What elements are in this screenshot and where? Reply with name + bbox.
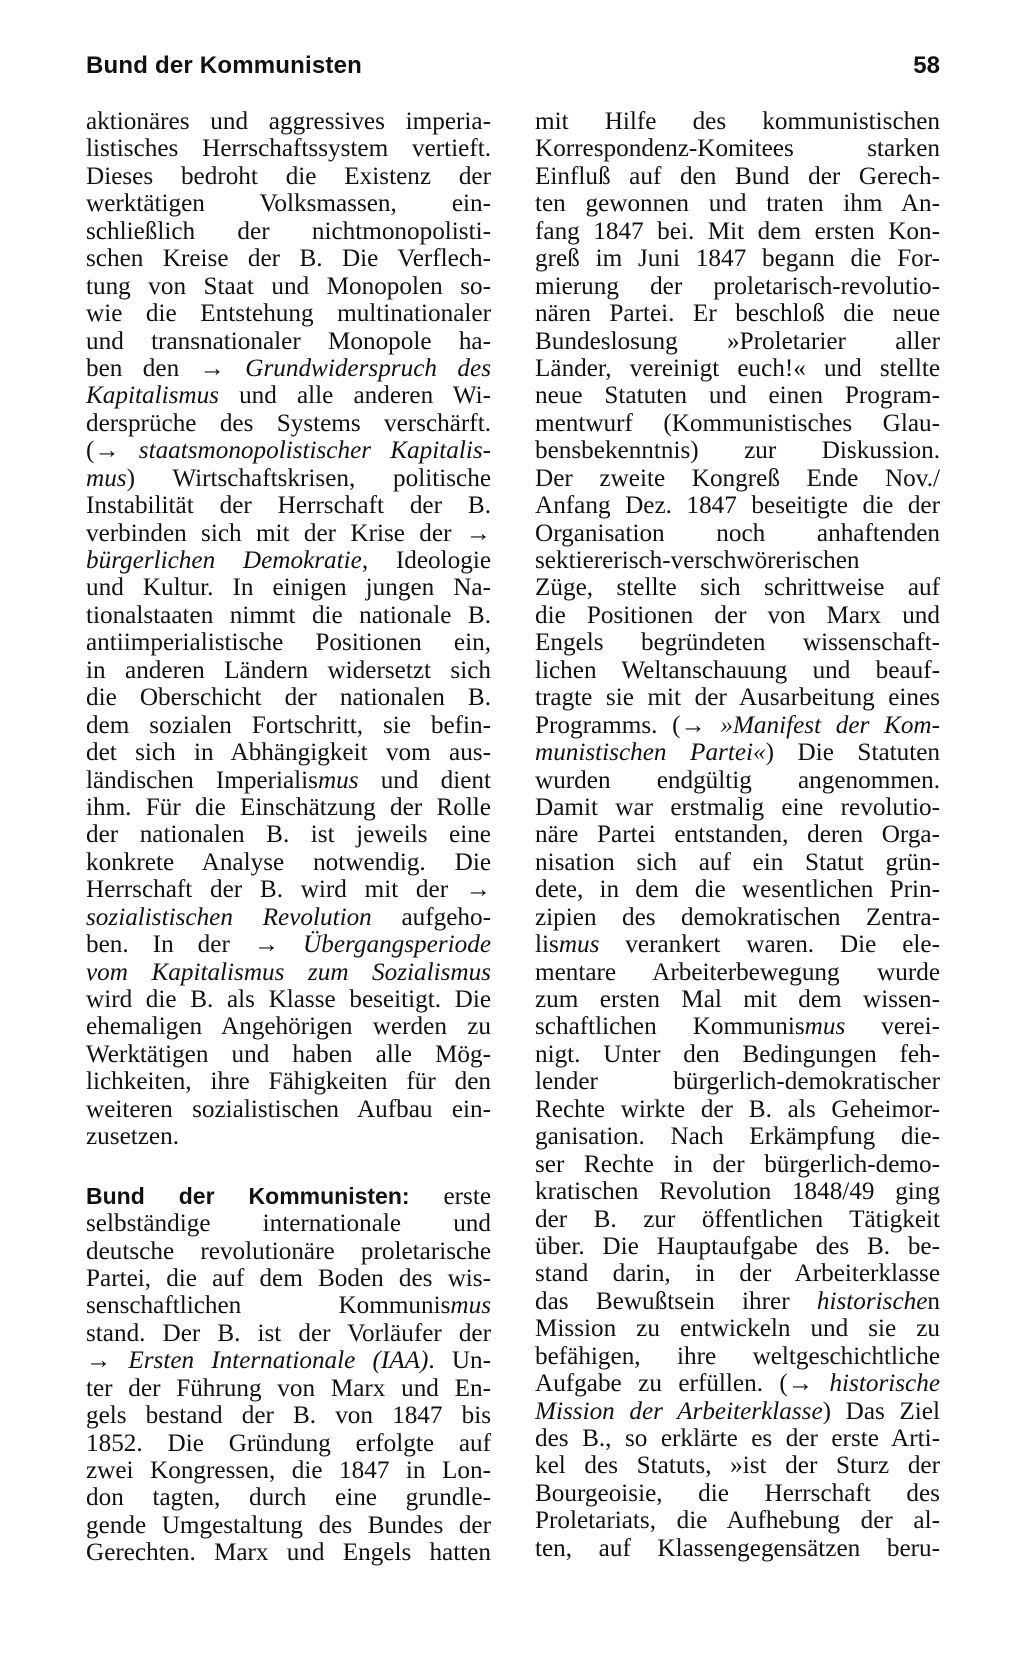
cross-reference: mus — [317, 766, 359, 794]
text-line: ten, auf Klassengegensätzen beru- — [535, 1534, 940, 1562]
cross-reference: mus — [804, 1013, 846, 1041]
cross-reference: historische — [816, 1287, 928, 1315]
text-line: fang 1847 bei. Mit dem ersten Kon- — [535, 217, 940, 245]
text-line: Mission zu entwickeln und sie zu — [535, 1315, 940, 1343]
text-line: Dieses bedroht die Existenz der — [86, 162, 491, 190]
text-line: wird die B. als Klasse beseitigt. Die — [86, 986, 491, 1013]
text-line: schließlich der nichtmonopolisti- — [86, 217, 491, 245]
text-line: tung von Staat und Monopolen so- — [86, 272, 491, 300]
right-column — [535, 108, 940, 1562]
text-line: kratischen Revolution 1848/49 ging — [535, 1178, 940, 1206]
text-line: und Kultur. In einigen jungen Na- — [86, 574, 491, 602]
cross-reference: »Manifest der Kom- — [720, 711, 940, 739]
text-line: Organisation noch anhaftenden — [535, 519, 940, 547]
text-line: dersprüche des Systems verschärft. — [86, 409, 491, 437]
text-line: Bourgeoisie, die Herrschaft des — [535, 1479, 940, 1507]
text-line: Züge, stellte sich schrittweise auf — [535, 574, 940, 602]
entry-text — [86, 1210, 491, 1567]
text-line: sektiererisch-verschwörerischen — [535, 547, 860, 574]
text-line: ihm. Für die Einschätzung der Rolle — [86, 793, 491, 821]
text-line: und transnationaler Monopole ha- — [86, 327, 491, 355]
text-line: wurden endgültig angenommen. — [535, 766, 940, 794]
text-line: senschaftlichen Kommunismus — [86, 1292, 491, 1320]
text-line: ser Rechte in der bürgerlich-demo- — [535, 1150, 940, 1178]
cross-reference: sozialistischen Revolution — [86, 903, 372, 931]
text-line: don tagten, durch eine grundle- — [86, 1484, 491, 1512]
text-line: gende Umgestaltung des Bundes der — [86, 1511, 491, 1539]
text-line: ten gewonnen und traten ihm An- — [535, 190, 940, 218]
text-line: det sich in Abhängigkeit vom aus- — [86, 739, 491, 767]
text-line: tionalstaaten nimmt die nationale B. — [86, 601, 491, 629]
cross-reference: mus — [86, 464, 127, 492]
text-line: Herrschaft der B. wird mit der → — [86, 876, 491, 904]
text-line: listisches Herrschaftssystem vertieft. — [86, 135, 491, 163]
cross-reference: Mission der Arbeiterklasse — [535, 1397, 823, 1425]
text-line: zipien des demokratischen Zentra- — [535, 903, 940, 931]
text-line: zum ersten Mal mit dem wissen- — [535, 986, 940, 1013]
text-line: weiteren sozialistischen Aufbau ein- — [86, 1095, 491, 1123]
text-line: stand darin, in der Arbeiterklasse — [535, 1260, 940, 1288]
text-line: Engels begründeten wissenschaft- — [535, 629, 940, 657]
cross-reference: Grundwiderspruch des — [245, 354, 491, 382]
text-line: Aufgabe zu erfüllen. (→ historische — [535, 1370, 940, 1398]
text-line: lender bürgerlich-demokratischer — [535, 1068, 940, 1096]
text-line: nisation sich auf ein Statut grün- — [535, 848, 940, 876]
text-line: Korrespondenz-Komitees starken — [535, 135, 940, 163]
cross-reference: Kapitalismus — [86, 382, 219, 410]
text-line: bensbekenntnis) zur Diskussion. — [535, 437, 940, 465]
text-line: schaftlichen Kommunismus verei- — [535, 1013, 940, 1041]
text-line: lichkeiten, ihre Fähigkeiten für den — [86, 1068, 491, 1096]
text-line: näre Partei entstanden, deren Orga- — [535, 821, 940, 849]
text-line: ehemaligen Angehörigen werden zu — [86, 1013, 491, 1041]
text-line: mus) Wirtschaftskrisen, politische — [86, 464, 491, 492]
text-line: der B. zur öffentlichen Tätigkeit — [535, 1205, 940, 1233]
text-line: die Oberschicht der nationalen B. — [86, 684, 491, 712]
text-line: aktionäres und aggressives imperia- — [86, 108, 491, 135]
text-line: bürgerlichen Demokratie, Ideologie — [86, 547, 491, 574]
text-line: Kapitalismus und alle anderen Wi- — [86, 382, 491, 410]
text-line: Bundeslosung »Proletarier aller — [535, 327, 940, 355]
text-line: ganisation. Nach Erkämpfung die- — [535, 1123, 940, 1151]
cross-reference: mus — [450, 1292, 491, 1320]
text-line: Mission der Arbeiterklasse) Das Ziel — [535, 1397, 940, 1425]
text-line: ben. In der → Übergangsperiode — [86, 931, 491, 959]
text-line: Einfluß auf den Bund der Gerech- — [535, 162, 940, 190]
text-line: Damit war erstmalig eine revolutio- — [535, 793, 940, 821]
cross-reference: Übergangsperiode — [303, 931, 491, 959]
text-line: werktätigen Volksmassen, ein- — [86, 190, 491, 218]
text-line: des B., so erklärte es der erste Arti- — [535, 1425, 940, 1452]
text-line: mierung der proletarisch-revolutio- — [535, 272, 940, 300]
text-line: ter der Führung von Marx und En- — [86, 1374, 491, 1402]
left-column — [86, 108, 491, 1567]
text-line: über. Die Hauptaufgabe des B. be- — [535, 1232, 940, 1260]
text-line: mentare Arbeiterbewegung wurde — [535, 958, 940, 986]
text-line: (→ staatsmonopolistischer Kapitalis- — [86, 437, 492, 465]
text-line: dem sozialen Fortschritt, sie befin- — [86, 711, 491, 739]
text-line — [86, 959, 491, 986]
text-line: verbinden sich mit der Krise der → — [86, 519, 491, 547]
page-number: 58 — [913, 52, 940, 79]
right-column-text — [535, 108, 940, 1562]
text-line: → Ersten Internationale (IAA). Un- — [86, 1347, 492, 1375]
text-line: Instabilität der Herrschaft der B. — [86, 492, 491, 520]
cross-reference: historische — [829, 1370, 940, 1398]
text-line: nigt. Unter den Bedingungen feh- — [535, 1040, 940, 1068]
cross-reference: mus — [558, 931, 600, 959]
text-line: konkrete Analyse notwendig. Die — [86, 848, 491, 876]
cross-reference: vom Kapitalismus zum Sozialismus — [86, 958, 491, 986]
text-line: antiimperialistische Positionen ein, — [86, 629, 491, 657]
text-line: Länder, vereinigt euch!« und stellte — [535, 354, 940, 382]
text-line: lichen Weltanschauung und beauf- — [535, 656, 940, 684]
text-line: Programms. (→ »Manifest der Kom- — [535, 711, 940, 739]
left-column-text — [86, 108, 491, 1151]
entry-first-line-rest: erste — [443, 1182, 491, 1210]
text-line: befähigen, ihre weltgeschichtliche — [535, 1342, 940, 1370]
text-line: munistischen Partei«) Die Statuten — [535, 739, 940, 767]
text-line: deutsche revolutionäre proletarische — [86, 1237, 491, 1265]
text-line: ländischen Imperialismus und dient — [86, 766, 491, 794]
running-head: Bund der Kommunisten — [86, 52, 363, 79]
text-line: ben den → Grundwiderspruch des — [86, 354, 491, 382]
text-line: wie die Entstehung multinationaler — [86, 300, 491, 328]
text-line: Werktätigen und haben alle Mög- — [86, 1040, 491, 1068]
text-line: zwei Kongressen, die 1847 in Lon- — [86, 1457, 491, 1484]
text-line: in anderen Ländern widersetzt sich — [86, 656, 491, 684]
text-line: Gerechten. Marx und Engels hatten — [86, 1539, 491, 1567]
text-line: mit Hilfe des kommunistischen — [535, 108, 940, 135]
text-line: selbständige internationale und — [86, 1210, 491, 1238]
text-line: der nationalen B. ist jeweils eine — [86, 821, 491, 849]
text-line: sozialistischen Revolution aufgeho- — [86, 903, 491, 931]
text-line: Anfang Dez. 1847 beseitigte die der — [535, 492, 940, 520]
text-line: Rechte wirkte der B. als Geheimor- — [535, 1095, 940, 1123]
cross-reference: staatsmonopolistischer Kapitalis- — [138, 437, 492, 465]
cross-reference: bürgerlichen Demokratie — [86, 547, 362, 574]
text-line: lismus verankert waren. Die ele- — [535, 931, 940, 959]
text-line: nären Partei. Er beschloß die neue — [535, 300, 940, 328]
text-line: stand. Der B. ist der Vorläufer der — [86, 1319, 491, 1347]
cross-reference: Ersten Internationale (IAA) — [128, 1347, 429, 1375]
text-line: Der zweite Kongreß Ende Nov./ — [535, 464, 940, 492]
text-line: Partei, die auf dem Boden des wis- — [86, 1264, 491, 1292]
text-line: schen Kreise der B. Die Verflech- — [86, 245, 491, 273]
text-line: 1852. Die Gründung erfolgte auf — [86, 1429, 491, 1457]
entry-first-line — [86, 1183, 491, 1210]
text-line: greß im Juni 1847 begann die For- — [535, 245, 940, 273]
text-line: neue Statuten und einen Program- — [535, 382, 940, 410]
cross-reference: munistischen Partei« — [535, 739, 766, 767]
text-line: kel des Statuts, »ist der Sturz der — [535, 1452, 940, 1480]
text-line: das Bewußtsein ihrer historischen — [535, 1287, 940, 1315]
text-line: zusetzen. — [86, 1123, 180, 1151]
entry-headword: Bund der Kommunisten: — [86, 1182, 410, 1209]
text-line: tragte sie mit der Ausarbeitung eines — [535, 684, 940, 712]
text-line: gels bestand der B. von 1847 bis — [86, 1402, 491, 1430]
text-line: mentwurf (Kommunistisches Glau- — [535, 409, 940, 437]
text-line: die Positionen der von Marx und — [535, 601, 940, 629]
text-line: Proletariats, die Aufhebung der al- — [535, 1507, 940, 1535]
text-line: dete, in dem die wesentlichen Prin- — [535, 876, 940, 904]
